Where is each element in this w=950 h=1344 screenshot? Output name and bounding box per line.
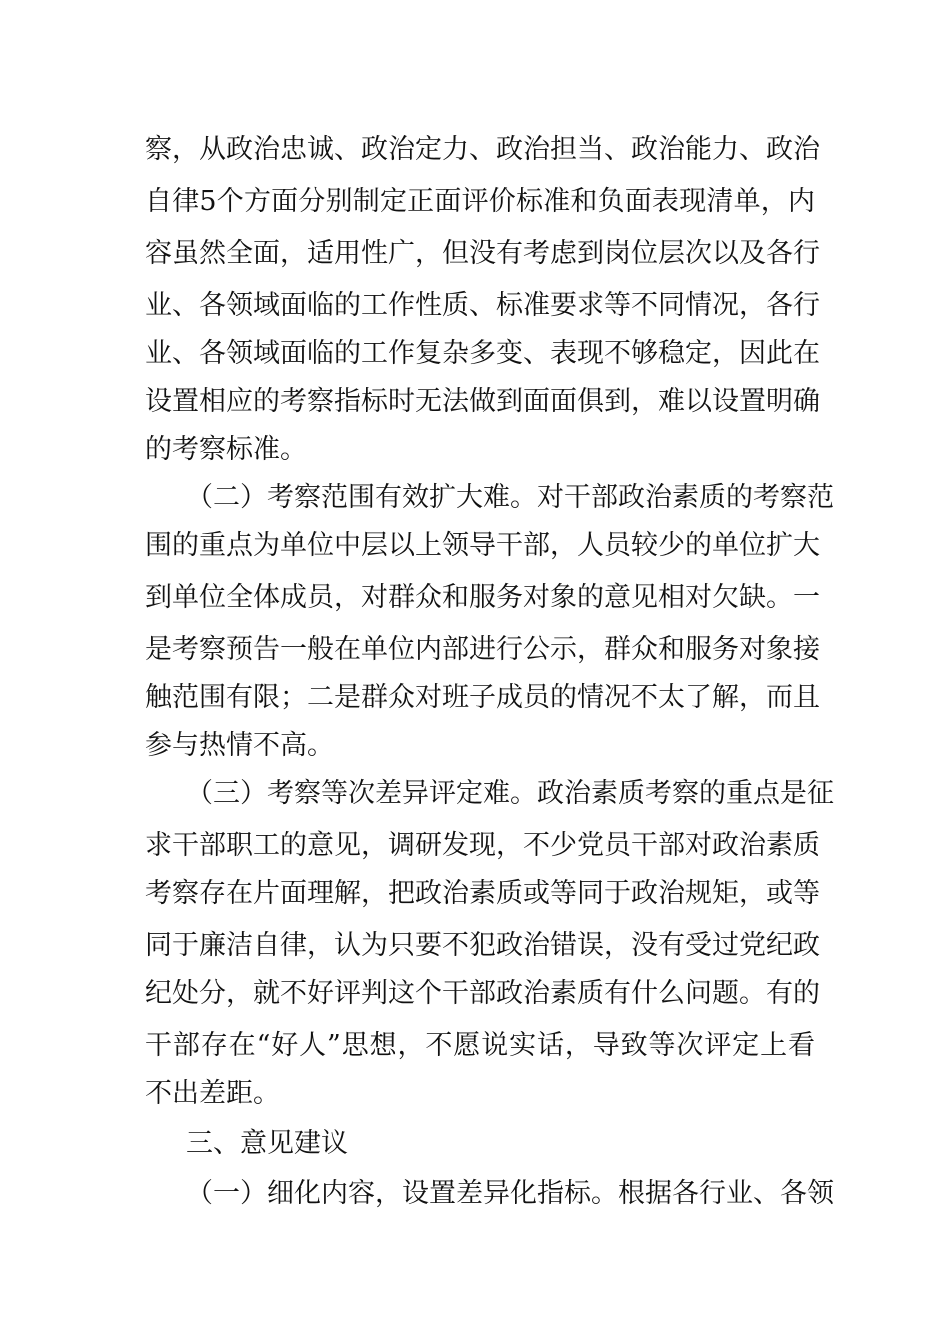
- text-line: 围的重点为单位中层以上领导干部，人员较少的单位扩大: [145, 530, 820, 561]
- text-line: 纪处分，就不好评判这个干部政治素质有什么问题。有的: [145, 978, 820, 1009]
- text-line: 设置相应的考察指标时无法做到面面俱到，难以设置明确: [145, 386, 820, 417]
- text-line: （二）考察范围有效扩大难。对干部政治素质的考察范: [186, 482, 834, 513]
- text-line: （一）细化内容，设置差异化指标。根据各行业、各领: [186, 1178, 834, 1209]
- text-line: 察，从政治忠诚、政治定力、政治担当、政治能力、政治: [145, 134, 820, 165]
- text-line: 干部存在“好人”思想，不愿说实话，导致等次评定上看: [145, 1030, 815, 1061]
- text-line: 同于廉洁自律，认为只要不犯政治错误，没有受过党纪政: [145, 930, 820, 961]
- text-line: 容虽然全面，适用性广，但没有考虑到岗位层次以及各行: [145, 238, 820, 269]
- text-line: 不出差距。: [145, 1078, 280, 1109]
- text-line: 求干部职工的意见，调研发现，不少党员干部对政治素质: [145, 830, 820, 861]
- text-line: 自律5个方面分别制定正面评价标准和负面表现清单，内: [145, 186, 815, 217]
- text-line: 业、各领域面临的工作性质、标准要求等不同情况，各行: [145, 290, 820, 321]
- text-line: （三）考察等次差异评定难。政治素质考察的重点是征: [186, 778, 834, 809]
- text-line: 考察存在片面理解，把政治素质或等同于政治规矩，或等: [145, 878, 820, 909]
- text-line: 到单位全体成员，对群众和服务对象的意见相对欠缺。一: [145, 582, 820, 613]
- text-line: 的考察标准。: [145, 434, 307, 465]
- text-line: 是考察预告一般在单位内部进行公示，群众和服务对象接: [145, 634, 820, 665]
- section-heading: 三、意见建议: [186, 1128, 348, 1159]
- text-line: 业、各领域面临的工作复杂多变、表现不够稳定，因此在: [145, 338, 820, 369]
- text-line: 触范围有限；二是群众对班子成员的情况不太了解，而且: [145, 682, 820, 713]
- text-line: 参与热情不高。: [145, 730, 334, 761]
